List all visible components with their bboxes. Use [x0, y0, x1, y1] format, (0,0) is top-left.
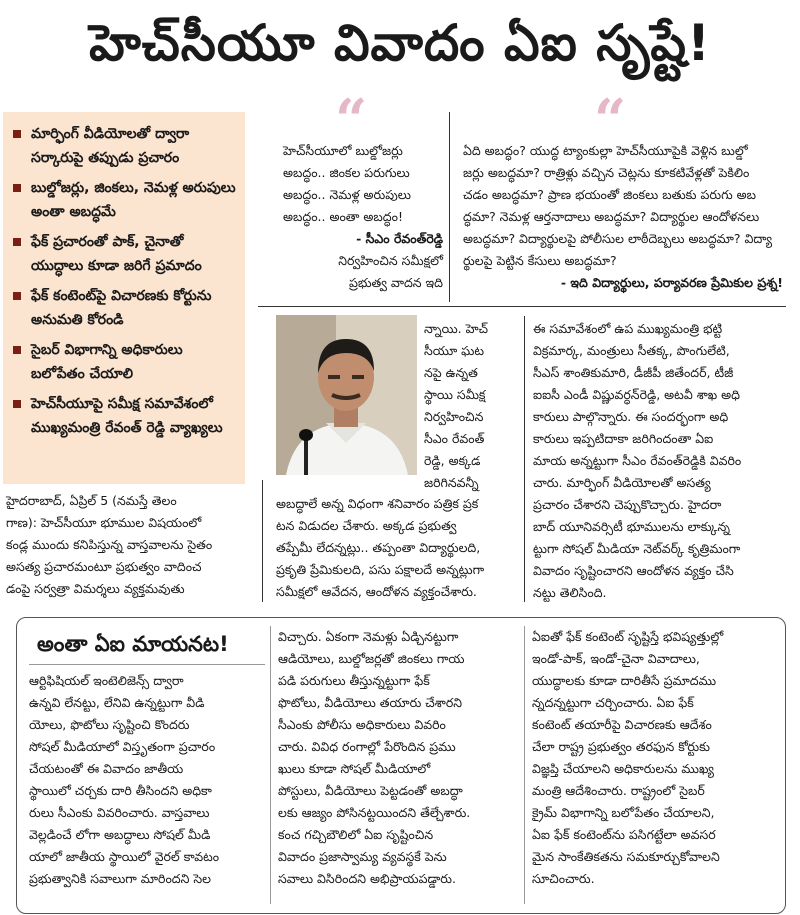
text-line: కంటెంట్ తయారీపై విచారణకు ఆదేశం	[532, 717, 712, 732]
highlight-item: ఫేక్ ప్రచారంతో పాక్, చైనాతో యుద్ధాలు కూడా జరిగే ప్రమాదం	[13, 230, 239, 278]
text-line: ఏఐతో ఫేక్ కంటెంట్ సృష్టిస్తే భవిష్యత్తుల్లో	[532, 629, 724, 644]
text-line: సీఎంకు పోలీసు అధికారులు వివరిం	[278, 717, 446, 732]
text-line: క్రైమ్ విభాగాన్ని బలోపేతం చేయాలని,	[532, 805, 715, 820]
text-line: టన విడుదల చేశారు. అక్కడ ప్రభుత్వ	[276, 518, 457, 533]
quote-line: చడం అబద్ధమా? ప్రాణ భయంతో జింకలు బతుకు పరుగు అబ	[463, 187, 757, 202]
text-line: చేలా రాష్ట్ర ప్రభుత్వం తరఫున కోర్టుకు	[532, 739, 710, 754]
text-line: వివాదం సృష్టించారని ఆందోళన వ్యక్తం చేసి	[533, 563, 734, 578]
text-line: సూచించారు.	[532, 871, 595, 886]
text-line: విజ్ఞప్తి చేయాలని అధికారులను ముఖ్య	[532, 761, 714, 776]
text-line: బాద్ యూనివర్సిటీ భూములను లాక్కున్న	[533, 519, 730, 534]
highlight-item: హెచ్‌సీయూపై సమీక్ష సమావేశంలో ముఖ్యమంత్రి రేవంత్ రెడ్డి వ్యాఖ్యలు	[13, 392, 239, 440]
quote-attribution: - సీఎం రేవంత్‌రెడ్డి	[356, 231, 443, 246]
divider	[29, 664, 265, 665]
text-line: యాలో జాతీయ స్థాయిలో వైరల్ కావటం	[29, 849, 220, 864]
text-line: పడి పరుగులు తీస్తున్నట్టుగా ఫేక్	[278, 673, 430, 688]
quote-open-icon: “	[335, 87, 368, 153]
text-line: సీయూ ఘట	[424, 343, 485, 358]
text-line: తప్పేమీ లేదన్నట్లు.. తప్పంతా విద్యార్థులది,	[276, 540, 481, 555]
article-column	[424, 318, 514, 494]
highlights-list	[3, 112, 245, 440]
highlight-item: మార్ఫింగ్ వీడియోలతో ద్వారా సర్కారుపై తప్పుడు ప్రచారం	[13, 122, 239, 170]
quote-line: అబద్ధం.. జింకల పరుగులు	[283, 165, 410, 180]
divider	[270, 626, 271, 904]
section-subheading: అంతా ఏఐ మాయనట!	[37, 632, 229, 656]
text-line: హైదరాబాద్, ఏప్రిల్ 5 (నమస్తే తెలం	[6, 493, 177, 508]
text-line: నిర్వహించిన	[424, 409, 484, 424]
article-column	[533, 318, 785, 604]
quote-open-icon: “	[594, 87, 627, 153]
quote-line: ఏది అబద్ధం? యుద్ధ ట్యాంకుల్లా హెచ్‌సీయూపైకి వెళ్లిన బుల్డో	[463, 143, 748, 158]
quote-line: ద్ధమా? నెమళ్ల ఆర్తనాదాలు అబద్ధమా? విద్యార్థుల ఆందోళనలు	[463, 209, 760, 224]
quote-line: అబద్ధం.. నెమళ్ల అరుపులు	[283, 187, 411, 202]
ai-section-box	[16, 617, 786, 914]
text-line: యుద్ధాలకు కూడా దారితీసే ప్రమాదము	[532, 673, 717, 688]
text-line: వెల్లడించే లోగా అబద్ధాలు సోషల్ మీడి	[29, 827, 211, 842]
text-line: న్నాయి. హెచ్	[424, 321, 488, 336]
article-column	[276, 493, 516, 603]
divider	[262, 480, 263, 602]
highlight-item: సైబర్ విభాగాన్ని అధికారులు బలోపేతం చేయాలి	[13, 338, 239, 386]
text-line: కంచ గచ్చిబౌలిలో ఏఐ సృష్టించిన	[278, 827, 434, 842]
quote-line: అబద్ధమా? విద్యార్థులపై పోలీసుల లాఠీదెబ్బలు అబద్ధమా? విద్యా	[463, 231, 773, 246]
text-line: ఏఐ ఫేక్ కంటెంట్‌ను పసిగట్టేలా అవసర	[532, 827, 716, 842]
portrait-image	[276, 315, 417, 475]
text-line: న్నదన్నట్టుగా చర్చించారు. ఏఐ ఫేక్	[532, 695, 694, 710]
text-line: ఖులు కూడా సోషల్ మీడియాలో	[278, 761, 431, 776]
text-line: గాణ): హెచ్‌సీయూ భూముల విషయంలో	[6, 515, 202, 530]
text-line: విచ్చారు. ఏకంగా నెమళ్లు ఏడ్చినట్టుగా	[278, 629, 459, 644]
text-line: ట్టుగా సోషల్ మీడియా నెట్‌వర్క్ కృత్రిమంగా	[533, 541, 741, 556]
divider	[449, 112, 450, 302]
cm-quote	[283, 140, 443, 294]
text-line: కారులు పాల్గొన్నారు. ఈ సందర్భంగా అధి	[533, 409, 729, 424]
text-line: రులు సీఎంకు వివరించారు. వాస్తవాలు	[29, 805, 210, 820]
text-line: లకు ఆజ్యం పోసినట్టయిందని తేల్చేశారు.	[278, 805, 471, 820]
quote-line: ర్థులపై పెట్టిన కేసులు అబద్ధమా?	[463, 253, 617, 268]
text-line: ఫొటోలు, వీడియోలు తయారు చేశారని	[278, 695, 463, 710]
divider	[524, 316, 525, 602]
text-line: ఐఐసీ ఎండీ విష్ణువర్ధన్‌రెడ్డి, అటవీ శాఖ అధి	[533, 387, 740, 402]
text-line: స్థాయిలో చర్చకు దారి తీసిందని అధికా	[29, 783, 212, 798]
text-line: చారు. మార్ఫింగ్ వీడియోలతో అసత్య	[533, 475, 711, 490]
text-line: సమీక్షలో ఆవేదన, ఆందోళన వ్యక్తంచేశారు.	[276, 584, 477, 599]
text-line: మంత్రి ఆదేశించారు. రాష్ట్రంలో సైబర్	[532, 783, 705, 798]
text-line: సీఎం రేవంత్	[424, 431, 485, 446]
text-line: మాయ అన్నట్టుగా సీఎం రేవంత్‌రెడ్డికి వివరిం	[533, 453, 742, 468]
headline: హెచ్‌సీయూ వివాదం ఏఐ సృష్టే!	[89, 14, 711, 72]
text-line: చేయటంతో ఈ వివాదం జాతీయ	[29, 761, 184, 776]
text-line: పోస్టులు, వీడియోలు పెట్టడంతో అబద్ధా	[278, 783, 463, 798]
section-column	[532, 626, 776, 890]
section-column	[278, 626, 516, 890]
text-line: ఈ సమావేశంలో ఉప ముఖ్యమంత్రి భట్టి	[533, 321, 723, 336]
text-line: ఆడియోలు, బుల్డోజర్లతో జింకలు గాయ	[278, 651, 465, 666]
text-line: రెడ్డి, అక్కడ	[424, 453, 481, 468]
quote-line: అబద్ధం.. అంతా అబద్ధం!	[283, 209, 403, 224]
highlight-item: బుల్డోజర్లు, జింకలు, నెమళ్ల అరుపులు అంతా అబద్ధమే	[13, 176, 239, 224]
quote-line: హెచ్‌సీయూలో బుల్డోజర్లు	[283, 143, 403, 158]
cm-photo	[276, 315, 417, 475]
text-line: సీఎస్ శాంతికుమారి, డీజీపీ జితేందర్, టీజీ	[533, 365, 734, 380]
quote-continuation: నిర్వహించిన సమీక్షలో	[338, 253, 443, 268]
text-line: నట్టు తెలిసింది.	[533, 585, 607, 600]
students-quote	[463, 140, 783, 294]
highlights-box	[3, 112, 245, 484]
divider	[258, 306, 786, 307]
text-line: ఆర్టిఫిషియల్ ఇంటెలిజెన్స్ ద్వారా	[29, 673, 184, 688]
text-line: ప్రచారం చేశారని చెప్పుకొచ్చారు. హైదరా	[533, 497, 722, 512]
text-line: నపై ఉన్నత	[424, 365, 478, 380]
section-column	[29, 670, 265, 890]
quote-line: జర్లు అబద్ధమా? రాత్రిళ్లు వచ్చిన చెట్లను కూకటివేళ్లతో పెకిలిం	[463, 165, 750, 180]
text-line: కారులు ఇప్పటిదాకా జరిగిందంతా ఏఐ	[533, 431, 714, 446]
text-line: సవాలు విసిరిందని అభిప్రాయపడ్డారు.	[278, 871, 456, 886]
text-line: ఉన్నవి లేనట్టు, లేనివి ఉన్నట్టుగా వీడి	[29, 695, 205, 710]
text-line: యోలు, ఫొటోలు సృష్టించి కొందరు	[29, 717, 190, 732]
text-line: ఇండో-పాక్, ఇండో-చైనా వివాదాలు,	[532, 651, 700, 666]
text-line: అసత్య ప్రచారమంటూ ప్రభుత్వం వాదించ	[6, 559, 202, 574]
highlight-item: ఫేక్ కంటెంట్‌పై విచారణకు కోర్టును అనుమతి కోరండి	[13, 284, 239, 332]
text-line: సోషల్ మీడియాలో విస్తృతంగా ప్రచారం	[29, 739, 216, 754]
text-line: విక్రమార్క, మంత్రులు సీతక్క, పొంగులేటి,	[533, 343, 730, 358]
text-line: చారు. వివిధ రంగాల్లో పేరొందిన ప్రము	[278, 739, 456, 754]
text-line: జరిగినవన్నీ	[424, 475, 479, 490]
text-line: డంపై సర్వత్రా విమర్శలు వ్యక్తమవుతు	[6, 581, 185, 596]
text-line: ప్రభుత్వానికి సవాలుగా మారిందని సెల	[29, 871, 211, 886]
quote-attribution: - ఇది విద్యార్థులు, పర్యావరణ ప్రేమికుల ప్రశ్న!	[560, 275, 783, 290]
divider	[524, 626, 525, 904]
text-line: వివాదం ప్రజాస్వామ్య వ్యవస్థకే పెను	[278, 849, 447, 864]
text-line: స్థాయి సమీక్ష	[424, 387, 486, 402]
text-line: కండ్ల ముందు కనిపిస్తున్న వాస్తవాలను సైతం	[6, 537, 213, 552]
text-line: ప్రకృతి ప్రేమికులది, పసు పక్షాలదే అన్నట్లుగా	[276, 562, 485, 577]
text-line: మైన సాంకేతికతను సమకూర్చుకోవాలని	[532, 849, 720, 864]
article-intro	[6, 490, 254, 600]
text-line: అబద్ధాలే అన్న విధంగా శనివారం పత్రిక ప్రక	[276, 496, 479, 511]
quote-continuation: ప్రభుత్వ వాదన ఇది	[348, 275, 443, 290]
